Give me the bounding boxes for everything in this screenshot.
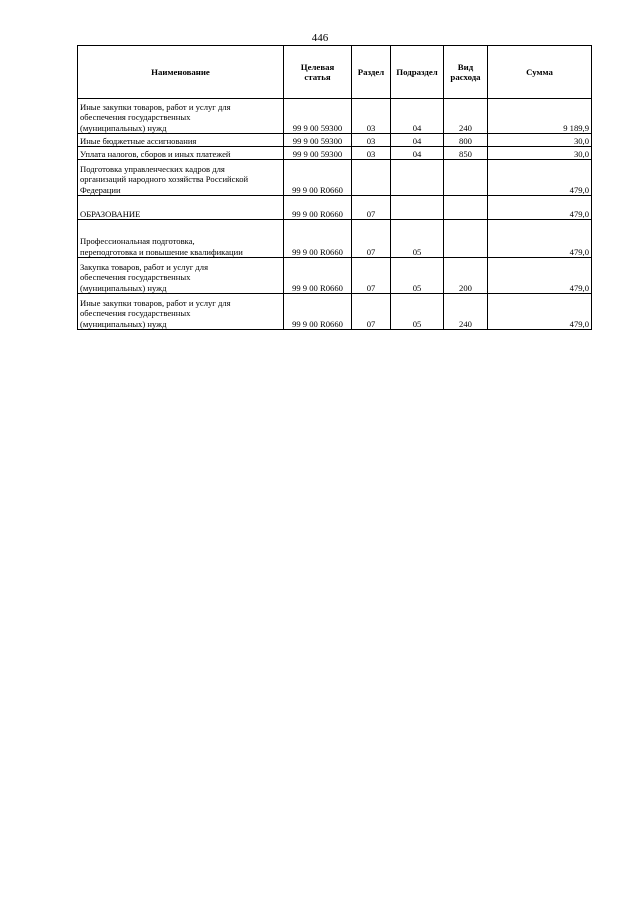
cell-section: 07 bbox=[352, 258, 391, 294]
cell-target: 99 9 00 R0660 bbox=[284, 160, 352, 196]
budget-table bbox=[77, 45, 592, 330]
header-section: Раздел bbox=[352, 46, 391, 99]
page-number: 446 bbox=[311, 32, 329, 44]
cell-subsection: 04 bbox=[391, 147, 444, 160]
cell-subsection: 05 bbox=[391, 220, 444, 258]
table-row bbox=[78, 160, 592, 196]
cell-target: 99 9 00 R0660 bbox=[284, 196, 352, 220]
cell-name: Профессиональная подготовка, переподготовка и повышение квалификации bbox=[78, 220, 284, 258]
table-row bbox=[78, 134, 592, 147]
cell-subsection: 05 bbox=[391, 258, 444, 294]
cell-subsection bbox=[391, 196, 444, 220]
cell-target: 99 9 00 R0660 bbox=[284, 220, 352, 258]
cell-sum: 30,0 bbox=[488, 147, 592, 160]
header-subsection: Подраздел bbox=[391, 46, 444, 99]
cell-expense bbox=[444, 220, 488, 258]
table-row bbox=[78, 258, 592, 294]
cell-subsection: 04 bbox=[391, 99, 444, 134]
table-row bbox=[78, 99, 592, 134]
cell-section: 07 bbox=[352, 220, 391, 258]
cell-name: Иные бюджетные ассигнования bbox=[78, 134, 284, 147]
cell-sum: 479,0 bbox=[488, 258, 592, 294]
table-row bbox=[78, 147, 592, 160]
cell-expense bbox=[444, 160, 488, 196]
table-row bbox=[78, 294, 592, 330]
cell-name: Иные закупки товаров, работ и услуг для обеспечения государственных (муниципальных) нужд bbox=[78, 294, 284, 330]
cell-name: Иные закупки товаров, работ и услуг для обеспечения государственных (муниципальных) нужд bbox=[78, 99, 284, 134]
header-target: Целевая статья bbox=[284, 46, 352, 99]
header-expense: Вид расхода bbox=[444, 46, 488, 99]
cell-expense: 800 bbox=[444, 134, 488, 147]
cell-name: ОБРАЗОВАНИЕ bbox=[78, 196, 284, 220]
cell-expense bbox=[444, 196, 488, 220]
cell-expense: 240 bbox=[444, 99, 488, 134]
cell-section: 07 bbox=[352, 196, 391, 220]
cell-expense: 850 bbox=[444, 147, 488, 160]
cell-name: Подготовка управленческих кадров для организаций народного хозяйства Российской Федерации bbox=[78, 160, 284, 196]
cell-expense: 240 bbox=[444, 294, 488, 330]
cell-section: 03 bbox=[352, 147, 391, 160]
cell-target: 99 9 00 59300 bbox=[284, 134, 352, 147]
header-name: Наименование bbox=[78, 46, 284, 99]
cell-sum: 30,0 bbox=[488, 134, 592, 147]
header-sum: Сумма bbox=[488, 46, 592, 99]
cell-sum: 479,0 bbox=[488, 220, 592, 258]
cell-subsection bbox=[391, 160, 444, 196]
cell-subsection: 04 bbox=[391, 134, 444, 147]
cell-sum: 479,0 bbox=[488, 160, 592, 196]
cell-target: 99 9 00 59300 bbox=[284, 147, 352, 160]
cell-subsection: 05 bbox=[391, 294, 444, 330]
table-row bbox=[78, 196, 592, 220]
cell-expense: 200 bbox=[444, 258, 488, 294]
cell-section: 03 bbox=[352, 99, 391, 134]
cell-target: 99 9 00 59300 bbox=[284, 99, 352, 134]
cell-section bbox=[352, 160, 391, 196]
cell-target: 99 9 00 R0660 bbox=[284, 258, 352, 294]
table-header-row bbox=[78, 46, 592, 99]
cell-sum: 479,0 bbox=[488, 294, 592, 330]
table-row bbox=[78, 220, 592, 258]
cell-name: Закупка товаров, работ и услуг для обеспечения государственных (муниципальных) нужд bbox=[78, 258, 284, 294]
cell-sum: 9 189,9 bbox=[488, 99, 592, 134]
cell-name: Уплата налогов, сборов и иных платежей bbox=[78, 147, 284, 160]
cell-section: 07 bbox=[352, 294, 391, 330]
cell-sum: 479,0 bbox=[488, 196, 592, 220]
cell-section: 03 bbox=[352, 134, 391, 147]
cell-target: 99 9 00 R0660 bbox=[284, 294, 352, 330]
